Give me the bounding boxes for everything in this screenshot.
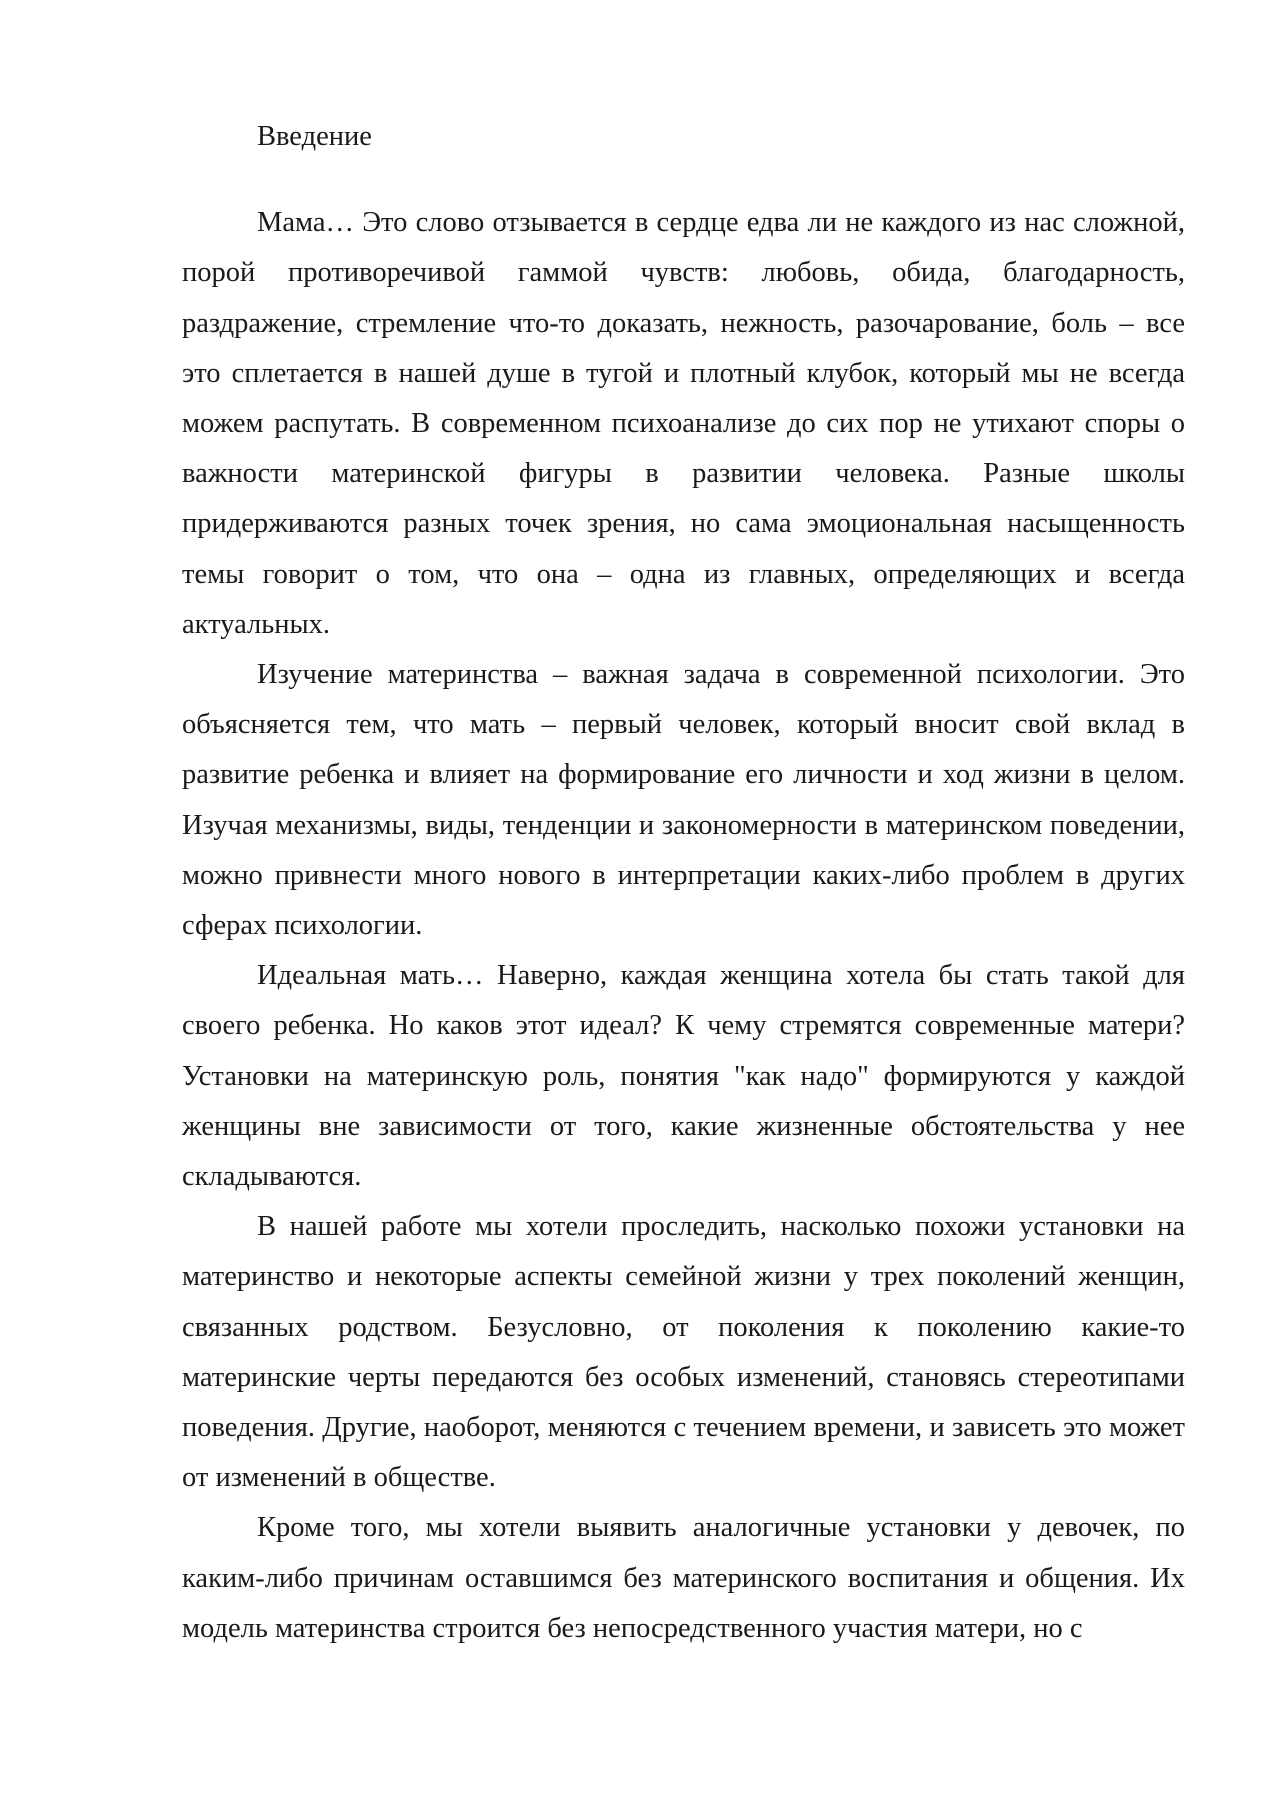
document-body <box>182 112 1185 1654</box>
paragraph: Кроме того, мы хотели выявить аналогичные установки у девочек, по каким-либо причинам оставшимся без материнского воспитания и общения. Их модель материнства строится без непосредственного участия матери, но с <box>182 1512 1185 1644</box>
section-heading: Введение <box>257 121 372 152</box>
paragraph: Идеальная мать… Наверно, каждая женщина хотела бы стать такой для своего ребенка. Но каков этот идеал? К чему стремятся современные матери? Установки на материнскую роль, понятия "как надо" формируются у каждой женщины вне зависимости от того, какие жизненные обстоятельства у нее складываются. <box>182 960 1185 1193</box>
paragraph: В нашей работе мы хотели проследить, насколько похожи установки на материнство и некоторые аспекты семейной жизни у трех поколений женщин, связанных родством. Безусловно, от поколения к поколению какие-то материнские черты передаются без особых изменений, становясь стереотипами поведения. Другие, наоборот, меняются с течением времени, и зависеть это может от изменений в обществе. <box>182 1211 1185 1494</box>
paragraph: Изучение материнства – важная задача в современной психологии. Это объясняется тем, что мать – первый человек, который вносит свой вклад в развитие ребенка и влияет на формирование его личности и ход жизни в целом. Изучая механизмы, виды, тенденции и закономерности в материнском поведении, можно привнести много нового в интерпретации каких-либо проблем в других сферах психологии. <box>182 659 1185 942</box>
paragraph: Мама… Это слово отзывается в сердце едва ли не каждого из нас сложной, порой противоречивой гаммой чувств: любовь, обида, благодарность, раздражение, стремление что-то доказать, нежность, разочарование, боль – все это сплетается в нашей душе в тугой и плотный клубок, который мы не всегда можем распутать. В современном психоанализе до сих пор не утихают споры о важности материнской фигуры в развитии человека. Разные школы придерживаются разных точек зрения, но сама эмоциональная насыщенность темы говорит о том, что она – одна из главных, определяющих и всегда актуальных. <box>182 207 1185 640</box>
